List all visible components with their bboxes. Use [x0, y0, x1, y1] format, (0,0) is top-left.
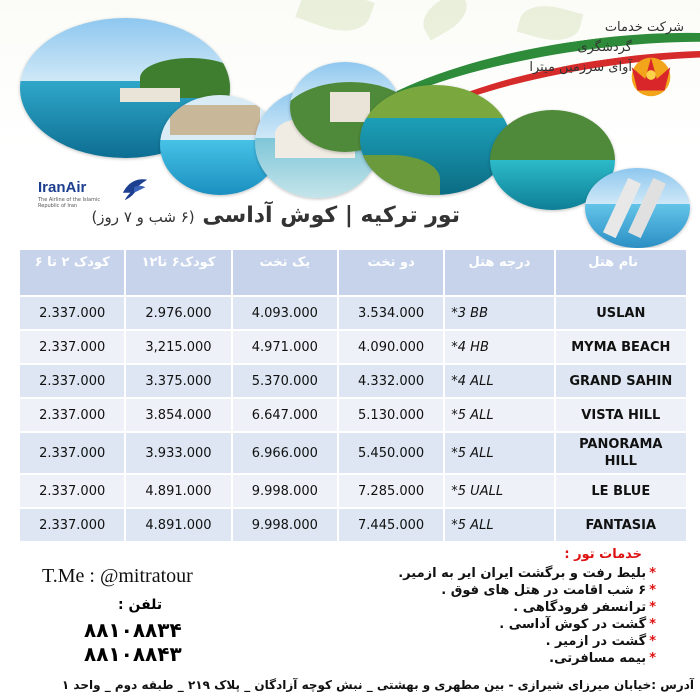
single-price-cell: 9.998.000 [233, 475, 337, 507]
double-price-cell: 7.285.000 [339, 475, 443, 507]
photo-waterslide [585, 168, 690, 248]
list-item: *ترانسفر فرودگاهی . [513, 600, 656, 615]
list-item: *گشت در کوش آداسی . [499, 617, 656, 632]
list-item: *۶ شب اقامت در هتل های فوق . [441, 583, 656, 598]
header-double-bed: دو تخت [339, 250, 443, 295]
double-price-cell: 7.445.000 [339, 509, 443, 541]
hotel-grade-cell: *4 ALL [445, 365, 553, 397]
table-row [20, 433, 686, 473]
hotel-name-cell: USLAN [556, 297, 686, 329]
child-6-12-price-cell: 4.891.000 [126, 509, 230, 541]
asterisk-icon: * [649, 617, 656, 632]
hotel-name-cell: LE BLUE [556, 475, 686, 507]
tour-duration: (۶ شب و ۷ روز) [91, 208, 195, 226]
double-price-cell: 4.332.000 [339, 365, 443, 397]
hotel-grade-cell: *5 ALL [445, 399, 553, 431]
child-6-12-price-cell: 4.891.000 [126, 475, 230, 507]
child-2-6-price-cell: 2.337.000 [20, 399, 124, 431]
hotel-name-cell: GRAND SAHIN [556, 365, 686, 397]
single-price-cell: 6.647.000 [233, 399, 337, 431]
company-logo-block [529, 16, 692, 106]
asterisk-icon: * [649, 583, 656, 598]
child-2-6-price-cell: 2.337.000 [20, 331, 124, 363]
list-item: *بلیط رفت و برگشت ایران ایر به ازمیر. [398, 566, 656, 581]
table-row [20, 297, 686, 329]
hotel-grade-cell: *5 ALL [445, 509, 553, 541]
hotel-name-cell: FANTASIA [556, 509, 686, 541]
table-row [20, 399, 686, 431]
asterisk-icon: * [649, 566, 656, 581]
homa-bird-icon [121, 176, 149, 204]
photo-bay [360, 85, 510, 195]
child-6-12-price-cell: 3.375.000 [126, 365, 230, 397]
hotel-name-cell: MYMA BEACH [556, 331, 686, 363]
mitra-logo-icon [622, 46, 680, 104]
single-price-cell: 5.370.000 [233, 365, 337, 397]
tour-title [91, 203, 460, 228]
phone-number-2: ۸۸۱۰۸۸۴۳ [84, 642, 182, 666]
child-2-6-price-cell: 2.337.000 [20, 475, 124, 507]
decorative-leaf [416, 0, 474, 40]
phone-label: تلفن : [118, 597, 163, 613]
services-title: خدمات تور : [564, 547, 642, 562]
company-line-2: گردشگری [577, 40, 632, 55]
company-line-3: آوای سرزمین میترا [529, 60, 632, 75]
child-2-6-price-cell: 2.337.000 [20, 509, 124, 541]
single-price-cell: 9.998.000 [233, 509, 337, 541]
single-price-cell: 4.093.000 [233, 297, 337, 329]
child-6-12-price-cell: 3,215.000 [126, 331, 230, 363]
double-price-cell: 5.450.000 [339, 433, 443, 473]
list-item: *بیمه مسافرتی. [549, 651, 656, 666]
phone-number-1: ۸۸۱۰۸۸۳۴ [84, 618, 182, 642]
airline-tagline: The Airline of the Islamic Republic of Iran [38, 197, 101, 209]
single-price-cell: 4.971.000 [233, 331, 337, 363]
header-banner [0, 0, 700, 248]
asterisk-icon: * [649, 634, 656, 649]
decorative-leaf [295, 0, 374, 41]
services-list [398, 565, 656, 667]
hotel-grade-cell: *5 ALL [445, 433, 553, 473]
double-price-cell: 3.534.000 [339, 297, 443, 329]
single-price-cell: 6.966.000 [233, 433, 337, 473]
child-6-12-price-cell: 2.976.000 [126, 297, 230, 329]
price-table [18, 248, 688, 543]
hotel-grade-cell: *4 HB [445, 331, 553, 363]
asterisk-icon: * [649, 600, 656, 615]
double-price-cell: 5.130.000 [339, 399, 443, 431]
table-row [20, 331, 686, 363]
hotel-name-cell: PANORAMA HILL [556, 433, 686, 473]
airline-name: IranAir [38, 179, 87, 196]
header-child-2-6: کودک ۲ تا ۶ [20, 250, 124, 295]
company-line-1: شرکت خدمات [604, 20, 684, 35]
list-item: *گشت در ازمیر . [545, 634, 656, 649]
child-2-6-price-cell: 2.337.000 [20, 365, 124, 397]
header-hotel-grade: درجه هتل [445, 250, 553, 295]
header-hotel-name: نام هتل [556, 250, 686, 295]
tour-title-text: تور ترکیه | کوش آداسی [202, 203, 460, 228]
hotel-name-cell: VISTA HILL [556, 399, 686, 431]
table-header-row [20, 250, 686, 295]
hotel-grade-cell: *5 UALL [445, 475, 553, 507]
child-6-12-price-cell: 3.933.000 [126, 433, 230, 473]
double-price-cell: 4.090.000 [339, 331, 443, 363]
header-single-bed: یک تخت [233, 250, 337, 295]
header-child-6-12: کودک۶ تا۱۲ [126, 250, 230, 295]
child-6-12-price-cell: 3.854.000 [126, 399, 230, 431]
table-row [20, 365, 686, 397]
hotel-grade-cell: *3 BB [445, 297, 553, 329]
address-line: آدرس :خیابان میرزای شیرازی - بین مطهری و بهشتی _ نبش کوچه آزادگان _ پلاک ۲۱۹ _ طبقه دوم _ واحد ۱ [61, 678, 694, 692]
table-row [20, 475, 686, 507]
table-row [20, 509, 686, 541]
telegram-handle: T.Me : @mitratour [42, 565, 193, 587]
child-2-6-price-cell: 2.337.000 [20, 297, 124, 329]
asterisk-icon: * [649, 651, 656, 666]
child-2-6-price-cell: 2.337.000 [20, 433, 124, 473]
